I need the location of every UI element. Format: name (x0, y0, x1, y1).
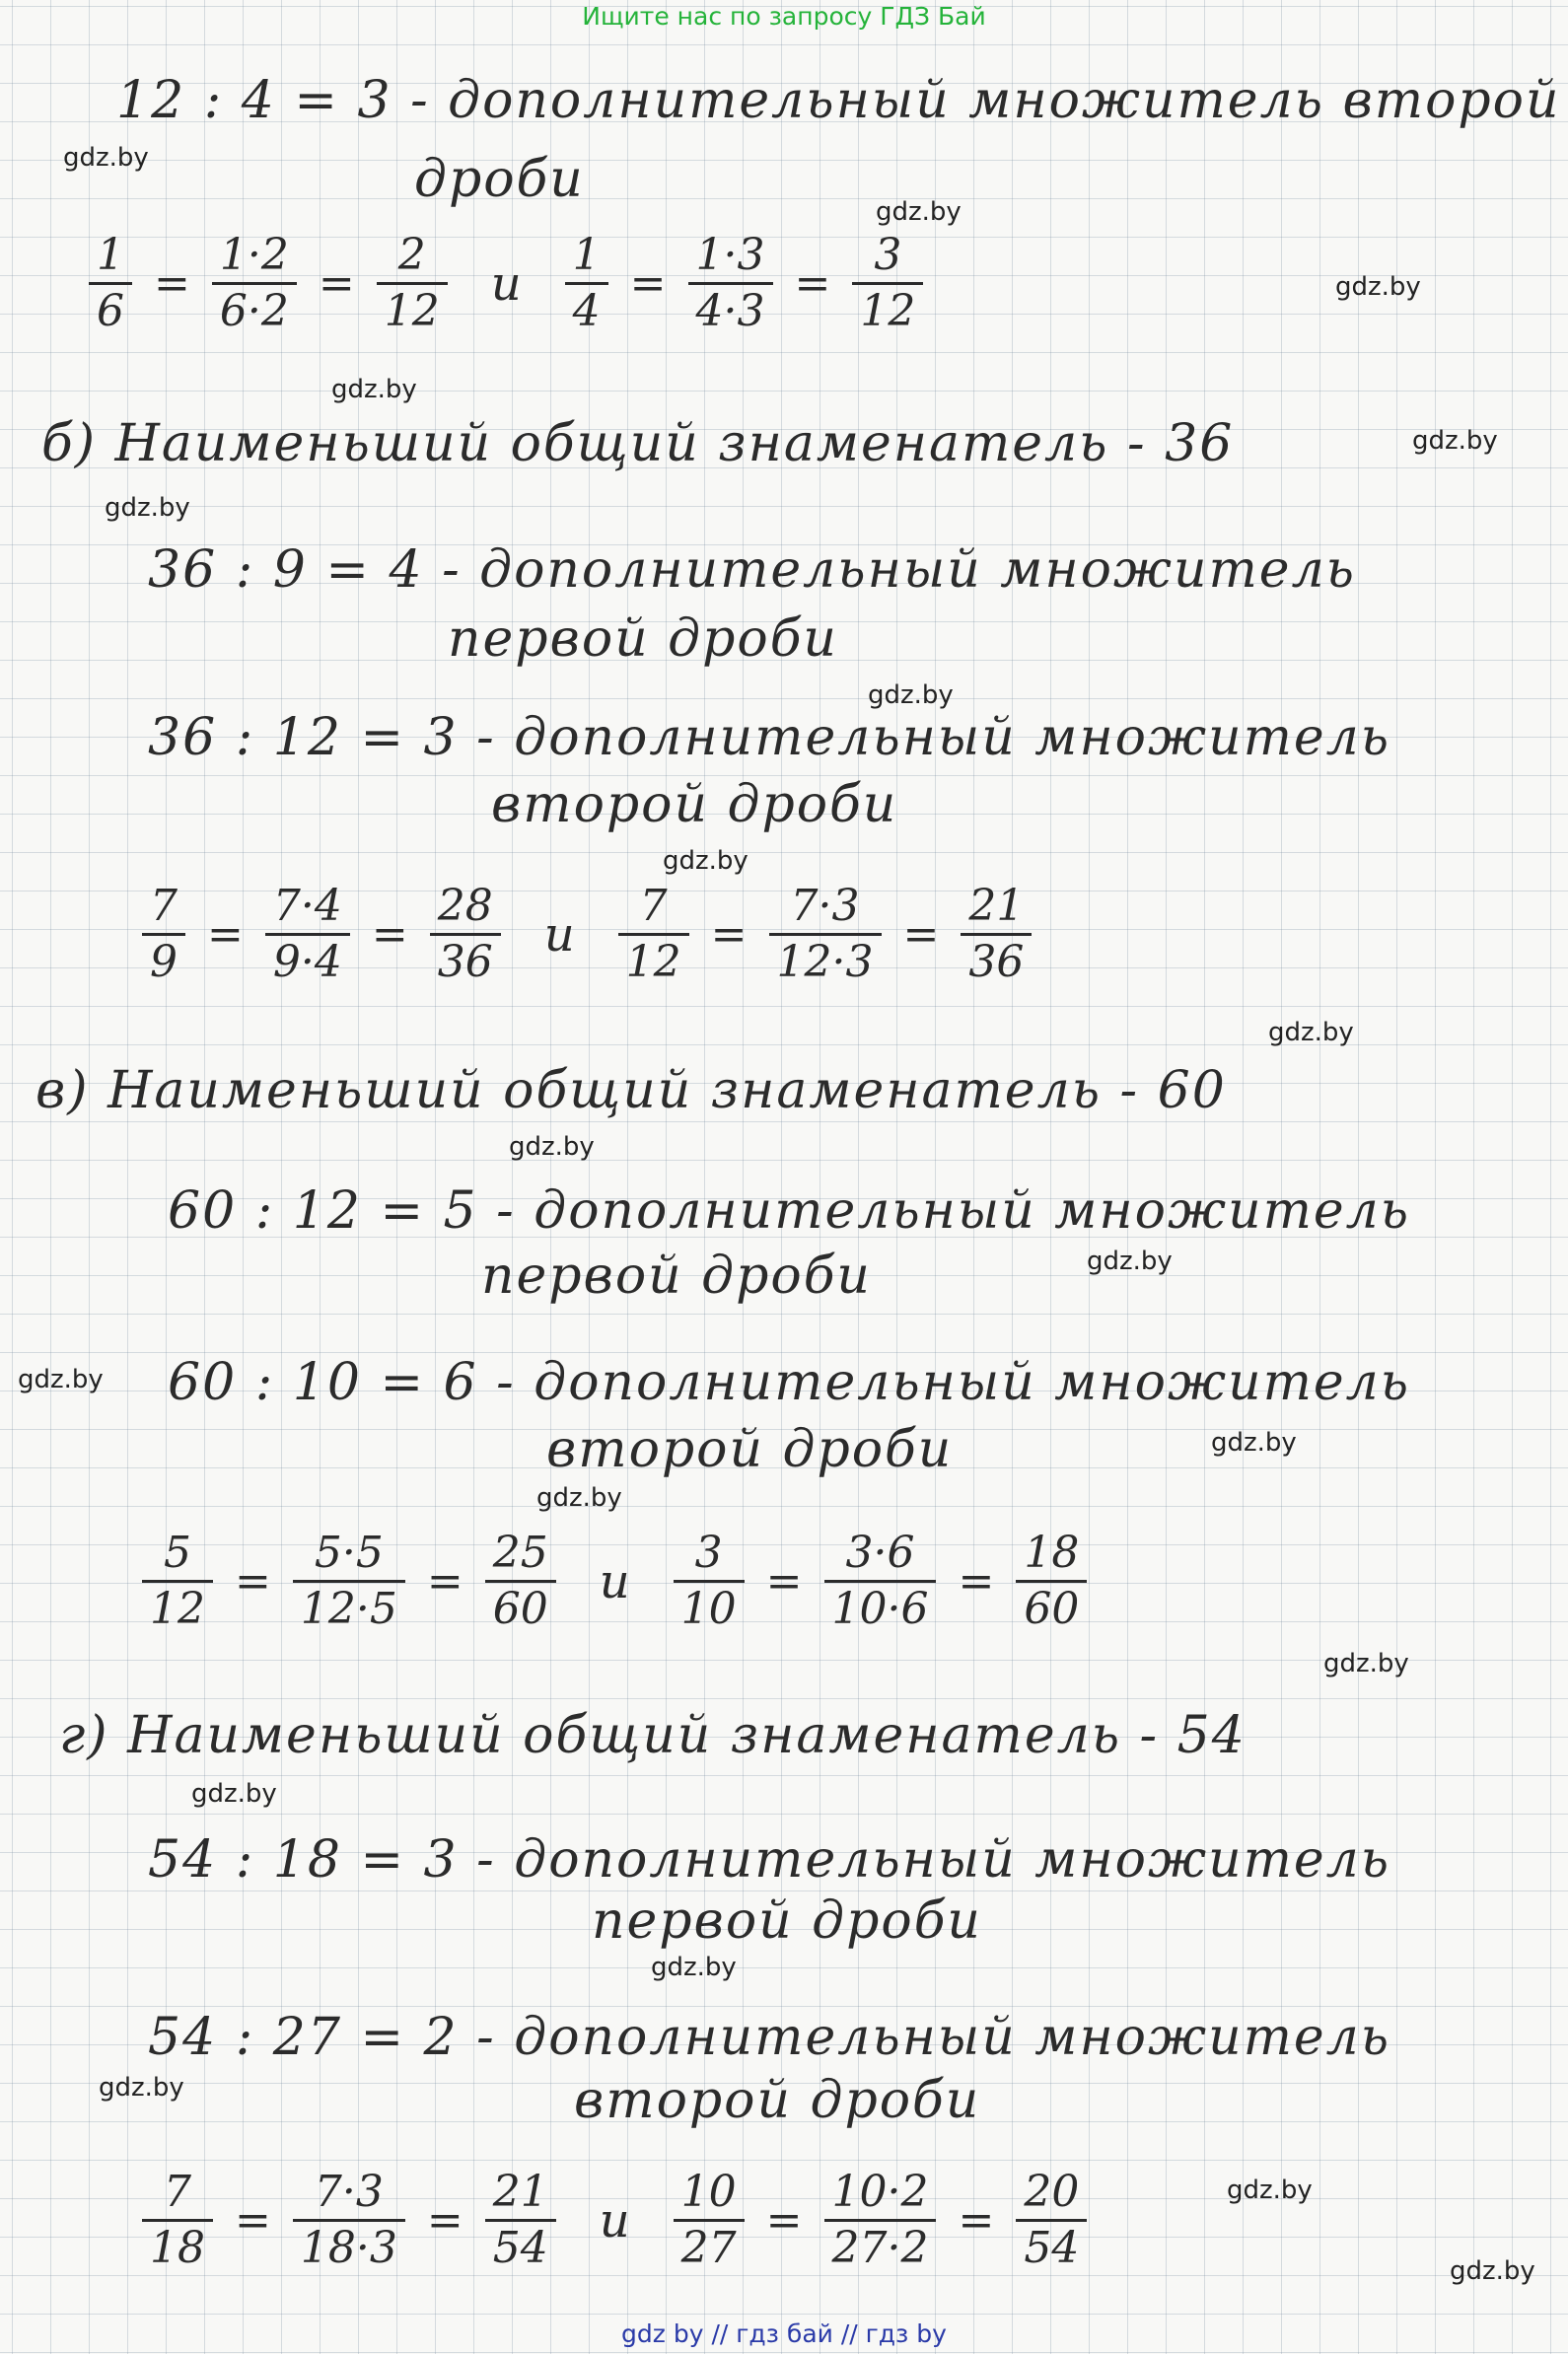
fraction: $\frac{3}{10}$ (674, 1527, 745, 1636)
text-line: 60 : 12 = 5 - дополнительный множитель (168, 1181, 1411, 1241)
watermark: gdz.by (651, 1953, 737, 1982)
fraction-equation-g: $\frac{7}{18}$ = $\frac{7\cdot 3}{18\cdot 3}$ = $\frac{21}{54}$ и $\frac{10}{27}$ = $\frac{10\cdot 2}{27\cdot 2}$ = $\frac{20}{54}$ (132, 2166, 1097, 2275)
text-line: 12 : 4 = 3 - дополнительный множитель второй (116, 71, 1561, 130)
watermark: gdz.by (509, 1132, 595, 1162)
fraction: $\frac{21}{54}$ (485, 2166, 556, 2275)
watermark: gdz.by (1087, 1247, 1173, 1276)
text-line: первой дроби (592, 1891, 982, 1951)
fraction: $\frac{10}{27}$ (674, 2166, 745, 2275)
watermark: gdz.by (1268, 1018, 1354, 1047)
footer-links[interactable]: gdz by // гдз бай // гдз by (621, 2319, 947, 2348)
fraction: $\frac{2}{12}$ (377, 229, 448, 338)
section-heading: в) Наименьший общий знаменатель - 60 (36, 1061, 1227, 1120)
text-line: второй дроби (491, 775, 898, 834)
section-heading: б) Наименьший общий знаменатель - 36 (41, 414, 1235, 473)
text-line: 54 : 27 = 2 - дополнительный множитель (148, 2008, 1391, 2067)
watermark: gdz.by (1211, 1428, 1297, 1458)
watermark: gdz.by (63, 143, 149, 173)
fraction: $\frac{7\cdot 3}{12\cdot 3}$ (769, 880, 882, 989)
fraction: $\frac{7\cdot 3}{18\cdot 3}$ (293, 2166, 405, 2275)
watermark: gdz.by (868, 680, 954, 710)
watermark: gdz.by (876, 197, 962, 227)
fraction: $\frac{1}{4}$ (565, 229, 608, 338)
text-line: первой дроби (448, 609, 838, 669)
watermark: gdz.by (663, 846, 748, 876)
watermark: gdz.by (536, 1483, 622, 1513)
fraction: $\frac{10\cdot 2}{27\cdot 2}$ (824, 2166, 937, 2275)
text-line: второй дроби (546, 1420, 954, 1479)
fraction: $\frac{7}{9}$ (142, 880, 185, 989)
watermark: gdz.by (18, 1365, 104, 1394)
fraction-equation-v: $\frac{5}{12}$ = $\frac{5\cdot 5}{12\cdot 5}$ = $\frac{25}{60}$ и $\frac{3}{10}$ = $\frac{3\cdot 6}{10\cdot 6}$ = $\frac{18}{60}$ (132, 1527, 1097, 1636)
watermark: gdz.by (331, 375, 417, 404)
watermark: gdz.by (1227, 2176, 1313, 2205)
watermark: gdz.by (1335, 272, 1421, 302)
fraction: $\frac{7}{18}$ (142, 2166, 213, 2275)
watermark: gdz.by (99, 2073, 184, 2103)
fraction: $\frac{7\cdot 4}{9\cdot 4}$ (265, 880, 350, 989)
watermark: gdz.by (1323, 1649, 1409, 1678)
search-banner[interactable]: Ищите нас по запросу ГДЗ Бай (582, 2, 986, 31)
fraction: $\frac{3}{12}$ (852, 229, 923, 338)
fraction: $\frac{18}{60}$ (1016, 1527, 1087, 1636)
text-line: 60 : 10 = 6 - дополнительный множитель (168, 1353, 1411, 1412)
watermark: gdz.by (191, 1779, 277, 1809)
fraction-equation-b: $\frac{7}{9}$ = $\frac{7\cdot 4}{9\cdot 4}$ = $\frac{28}{36}$ и $\frac{7}{12}$ = $\frac{7\cdot 3}{12\cdot 3}$ = $\frac{21}{36}$ (132, 880, 1041, 989)
text-line: первой дроби (481, 1247, 872, 1306)
fraction: $\frac{1\cdot 2}{6\cdot 2}$ (212, 229, 297, 338)
text-line: 36 : 9 = 4 - дополнительный множитель (148, 540, 1356, 600)
fraction: $\frac{3\cdot 6}{10\cdot 6}$ (824, 1527, 937, 1636)
fraction: $\frac{1\cdot 3}{4\cdot 3}$ (688, 229, 773, 338)
watermark: gdz.by (105, 493, 190, 523)
text-line: 54 : 18 = 3 - дополнительный множитель (148, 1830, 1391, 1890)
fraction-equation-a: $\frac{1}{6}$ = $\frac{1\cdot 2}{6\cdot 2}$ = $\frac{2}{12}$ и $\frac{1}{4}$ = $\frac{1\cdot 3}{4\cdot 3}$ = $\frac{3}{12}$ (79, 229, 933, 338)
fraction: $\frac{21}{36}$ (961, 880, 1032, 989)
fraction: $\frac{5\cdot 5}{12\cdot 5}$ (293, 1527, 405, 1636)
watermark: gdz.by (1412, 426, 1498, 456)
fraction: $\frac{1}{6}$ (89, 229, 132, 338)
text-line: второй дроби (574, 2071, 981, 2130)
text-line: дроби (414, 150, 585, 209)
watermark: gdz.by (1450, 2256, 1535, 2286)
fraction: $\frac{25}{60}$ (485, 1527, 556, 1636)
text-line: 36 : 12 = 3 - дополнительный множитель (148, 708, 1391, 767)
section-heading: г) Наименьший общий знаменатель - 54 (59, 1706, 1247, 1765)
fraction: $\frac{20}{54}$ (1016, 2166, 1087, 2275)
fraction: $\frac{7}{12}$ (618, 880, 689, 989)
fraction: $\frac{28}{36}$ (430, 880, 501, 989)
fraction: $\frac{5}{12}$ (142, 1527, 213, 1636)
